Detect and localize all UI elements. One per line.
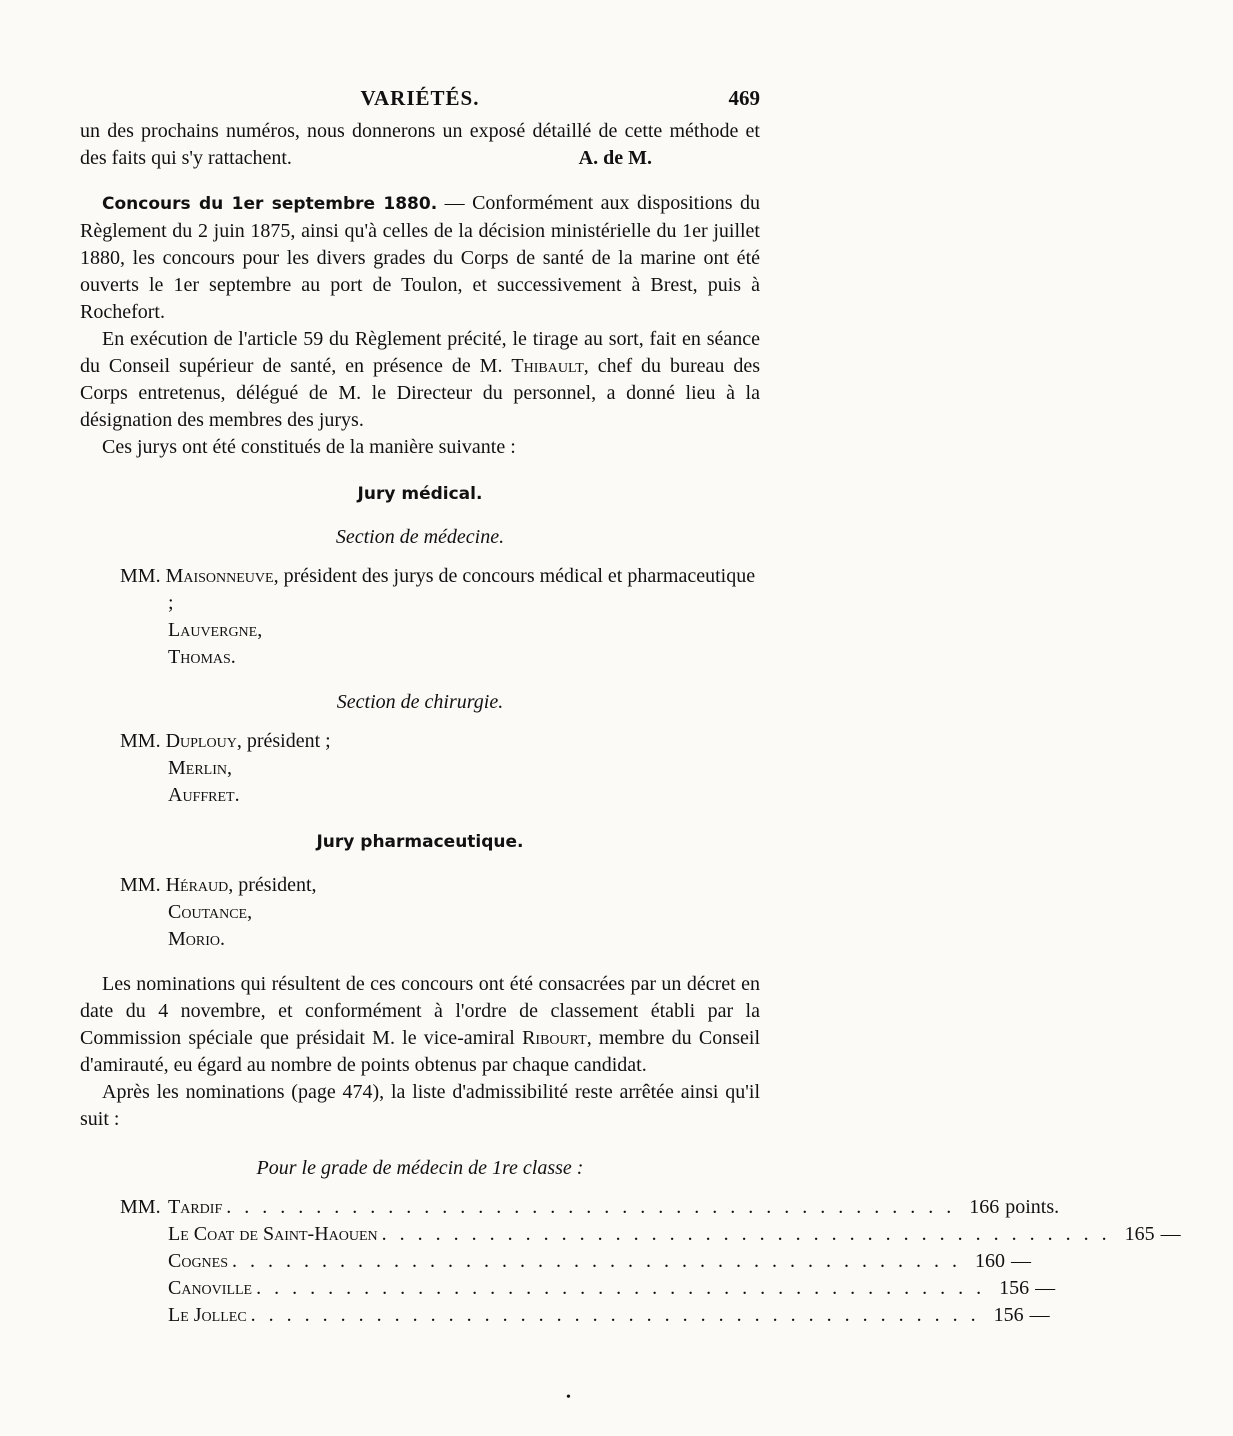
leader-dots: . . . . . . . . . . . . . . . . . . . . . . . . . . . . . . . . . . . . . . . . .	[381, 1223, 1111, 1245]
list-item	[120, 1302, 1050, 1329]
member-name: Merlin,	[168, 757, 232, 779]
mm-prefix: MM.	[120, 874, 161, 896]
nominations-paragraph	[80, 971, 760, 1079]
bullet-mark: •	[566, 1390, 571, 1405]
intro-text: un des prochains numéros, nous donnerons un exposé détaillé de cette méthode et des faits qui s'y rattachent.	[80, 120, 760, 169]
medecine-president	[120, 563, 760, 617]
candidate-name: Cognes	[168, 1250, 229, 1272]
person-name-thibault: Thibault	[511, 355, 584, 377]
medecine-members	[120, 563, 760, 671]
list-item	[120, 1194, 1060, 1221]
candidate-points: 165	[1124, 1223, 1155, 1245]
execution-text-1: En exécution de l'article 59 du Règlement précité, le tirage au sort, fait en séance du Conseil supérieur de santé, en présence de M.	[80, 328, 760, 377]
president-name: Héraud	[165, 874, 229, 896]
points-unit: —	[1029, 1304, 1050, 1326]
president-name: Maisonneuve	[165, 565, 274, 587]
nominations-text-1: Les nominations qui résultent de ces concours ont été consacrées par un décret en date du 4 novembre, et conformément à l'ordre de classement établi par la Commission spéciale que présidait M. le vice-amiral	[80, 973, 760, 1049]
points-unit: —	[1160, 1223, 1181, 1245]
points-unit: —	[1035, 1277, 1056, 1299]
points-unit: points.	[1005, 1196, 1060, 1218]
spacer	[80, 671, 760, 689]
president-role: , président,	[228, 874, 317, 896]
spacer	[80, 953, 760, 971]
list-item	[120, 1275, 1056, 1302]
admissibilite-paragraph: Après les nominations (page 474), la liste d'admissibilité reste arrêtée ainsi qu'il suit :	[80, 1081, 760, 1130]
leader-dots: . . . . . . . . . . . . . . . . . . . . . . . . . . . . . . . . . . . . . . . . .	[256, 1277, 986, 1299]
president-name: Duplouy	[165, 730, 237, 752]
leader-dots: . . . . . . . . . . . . . . . . . . . . . . . . . . . . . . . . . . . . . . . . .	[226, 1196, 956, 1218]
ranking-list	[120, 1194, 1181, 1329]
page-header	[80, 86, 760, 114]
points-unit: —	[1011, 1250, 1032, 1272]
president-role: , président ;	[236, 730, 331, 752]
running-title: VARIÉTÉS.	[360, 86, 480, 110]
member-name: Morio.	[168, 928, 226, 950]
pharma-president	[120, 872, 760, 899]
member-name: Coutance,	[168, 901, 253, 923]
concours-paragraph	[80, 190, 760, 326]
mm-prefix: MM.	[120, 565, 161, 587]
president-role: , président des jurys de concours médical et pharmaceutique ;	[168, 565, 756, 614]
chirurgie-president	[120, 728, 760, 755]
mm-prefix: MM.	[120, 1196, 161, 1218]
list-item	[120, 1221, 1181, 1248]
execution-paragraph	[80, 326, 760, 434]
jury-medical-title: Jury médical.	[357, 484, 483, 504]
section-medecine-title: Section de médecine.	[335, 526, 505, 548]
chirurgie-members	[120, 728, 760, 809]
pharma-members	[120, 872, 760, 953]
mm-prefix: MM.	[120, 730, 161, 752]
person-name-ribourt: Ribourt	[522, 1027, 587, 1049]
candidate-name: Canoville	[168, 1277, 253, 1299]
section-chirurgie-title: Section de chirurgie.	[336, 691, 504, 713]
candidate-name: Le Jollec	[168, 1304, 247, 1326]
member-name: Lauvergne,	[168, 619, 263, 641]
grade-title: Pour le grade de médecin de 1re classe :	[256, 1157, 584, 1179]
page-number: 469	[728, 86, 760, 110]
jury-pharma-title: Jury pharmaceutique.	[316, 832, 524, 852]
execution-text-2: , chef du bureau des Corps entretenus, délégué de M. le Directeur du personnel, a donné lieu à la désignation des membres des jurys.	[80, 355, 760, 431]
concours-text: — Conformément aux dispositions du Règlement du 2 juin 1875, ainsi qu'à celles de la décision ministérielle du 1er juillet 1880, les concours pour les divers grades du Corps de santé de la marine ont été ouverts le 1er septembre au port de Toulon, et successivement à Brest, puis à Rochefort.	[80, 192, 760, 323]
candidate-points: 156	[993, 1304, 1024, 1326]
member-name: Auffret.	[168, 784, 240, 806]
page-body	[80, 118, 1181, 1329]
intro-paragraph	[80, 118, 760, 172]
candidate-points: 166	[969, 1196, 1000, 1218]
nominations-text-2: , membre du Conseil d'amirauté, eu égard au nombre de points obtenus par chaque candidat.	[80, 1027, 760, 1076]
candidate-name: Le Coat de Saint-Haouen	[168, 1223, 378, 1245]
leader-dots: . . . . . . . . . . . . . . . . . . . . . . . . . . . . . . . . . . . . . . . . .	[250, 1304, 980, 1326]
signature: A. de M.	[578, 147, 652, 169]
leader-dots: . . . . . . . . . . . . . . . . . . . . . . . . . . . . . . . . . . . . . . . . .	[232, 1250, 962, 1272]
jurys-paragraph: Ces jurys ont été constitués de la manière suivante :	[102, 436, 516, 458]
candidate-points: 160	[975, 1250, 1006, 1272]
candidate-points: 156	[999, 1277, 1030, 1299]
concours-heading: Concours du 1er septembre 1880.	[102, 194, 438, 214]
member-name: Thomas.	[168, 646, 236, 668]
spacer	[80, 172, 760, 190]
candidate-name: Tardif	[168, 1196, 223, 1218]
list-item	[120, 1248, 1032, 1275]
